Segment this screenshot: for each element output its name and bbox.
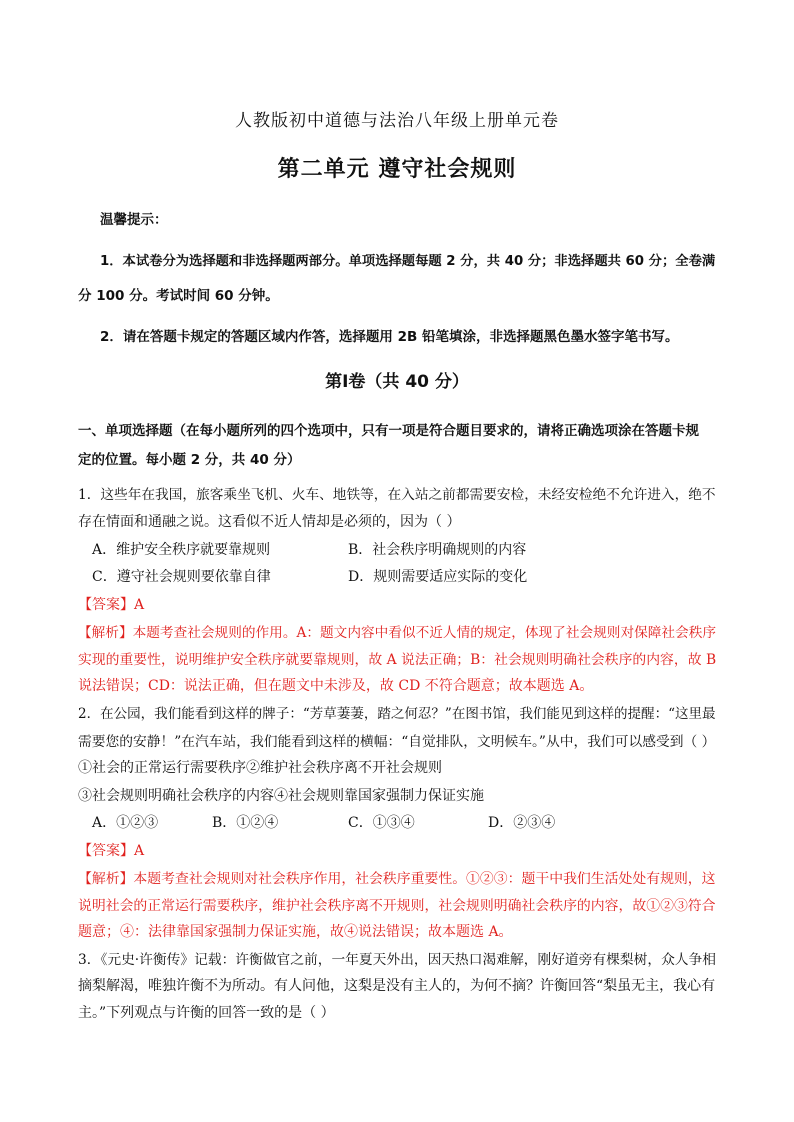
q1-analysis-line-2: 实现的重要性，说明维护安全秩序就要靠规则，故 A 说法正确；B：社会规则明确社会秩序的内容，故 B	[78, 652, 717, 668]
q2-stem-line-1: 2．在公园，我们能看到这样的牌子：“芳草萋萋，踏之何忍？”在图书馆，我们能见到这样的提醒：“这里最	[78, 706, 716, 722]
q2-stem-line-2: 需要您的安静！”在汽车站，我们能看到这样的横幅：“自觉排队，文明候车。”从中，我们可以感受到（ ）	[78, 734, 716, 750]
notice-item-1-line-1: 1．本试卷分为选择题和非选择题两部分。单项选择题每题 2 分，共 40 分；非选择题共 60 分；全卷满	[100, 254, 716, 269]
q1-option-d: D．规则需要适应实际的变化	[348, 569, 528, 585]
q2-option-d: D．②③④	[488, 815, 556, 831]
q2-analysis-line-2: 说明社会的正常运行需要秩序，维护社会秩序离不开规则，社会规则明确社会秩序的内容，故①②③符合	[78, 898, 716, 914]
volume-title: 第Ⅰ卷（共 40 分）	[325, 372, 469, 392]
notice-item-2: 2．请在答题卡规定的答题区域内作答，选择题用 2B 铅笔填涂，非选择题黑色墨水签字笔书写。	[100, 329, 679, 345]
q3-stem-line-1: 3．《元史·许衡传》记载：许衡做官之前，一年夏天外出，因天热口渴难解，刚好道旁有棵梨树，众人争相	[78, 952, 717, 968]
q3-stem-line-2: 摘梨解渴，唯独许衡不为所动。有人问他，这梨是没有主人的，为何不摘？许衡回答“梨虽无主，我心有	[78, 978, 716, 994]
notice-item-1-line-2: 分 100 分。考试时间 60 分钟。	[78, 288, 279, 304]
q1-option-a: A．维护安全秩序就要靠规则	[92, 542, 271, 558]
section-heading-line-1: 一、单项选择题（在每小题所列的四个选项中，只有一项是符合题目要求的，请将正确选项涂在答题卡规	[78, 423, 699, 439]
q1-analysis-line-3: 说法错误；CD：说法正确，但在题文中未涉及，故 CD 不符合题意；故本题选 A。	[78, 678, 594, 694]
q3-stem-line-3: 主。”下列观点与许衡的回答一致的是（ ）	[78, 1005, 335, 1021]
q2-analysis-line-1: 【解析】本题考查社会规则对社会秩序作用，社会秩序重要性。①②③：题干中我们生活处处有规则，这	[78, 871, 716, 887]
q1-option-b: B．社会秩序明确规则的内容	[348, 542, 527, 558]
q2-statement-line-1: ①社会的正常运行需要秩序②维护社会秩序离不开社会规则	[78, 760, 442, 776]
q2-answer: 【答案】A	[78, 843, 145, 859]
q2-statement-line-2: ③社会规则明确社会秩序的内容④社会规则靠国家强制力保证实施	[78, 788, 484, 804]
q1-answer: 【答案】A	[78, 597, 145, 613]
q2-analysis-line-3: 题意；④：法律靠国家强制力保证实施，故④说法错误；故本题选 A。	[78, 924, 513, 940]
q2-option-b: B．①②④	[212, 815, 279, 831]
q1-option-c: C．遵守社会规则要依靠自律	[92, 569, 271, 585]
q1-stem-line-1: 1．这些年在我国，旅客乘坐飞机、火车、地铁等，在入站之前都需要安检，未经安检绝不允许进入，绝不	[78, 487, 716, 503]
section-heading-line-2: 定的位置。每小题 2 分，共 40 分）	[78, 452, 301, 468]
exam-subtitle: 人教版初中道德与法治八年级上册单元卷	[235, 111, 559, 131]
q2-option-c: C．①③④	[348, 815, 415, 831]
q1-analysis-line-1: 【解析】本题考查社会规则的作用。A：题文内容中看似不近人情的规定，体现了社会规则对保障社会秩序	[78, 625, 717, 641]
q1-stem-line-2: 存在情面和通融之说。这看似不近人情却是必须的，因为（ ）	[78, 514, 461, 530]
exam-title: 第二单元 遵守社会规则	[277, 157, 517, 182]
q2-option-a: A．①②③	[92, 815, 159, 831]
notice-label: 温馨提示：	[100, 212, 168, 228]
